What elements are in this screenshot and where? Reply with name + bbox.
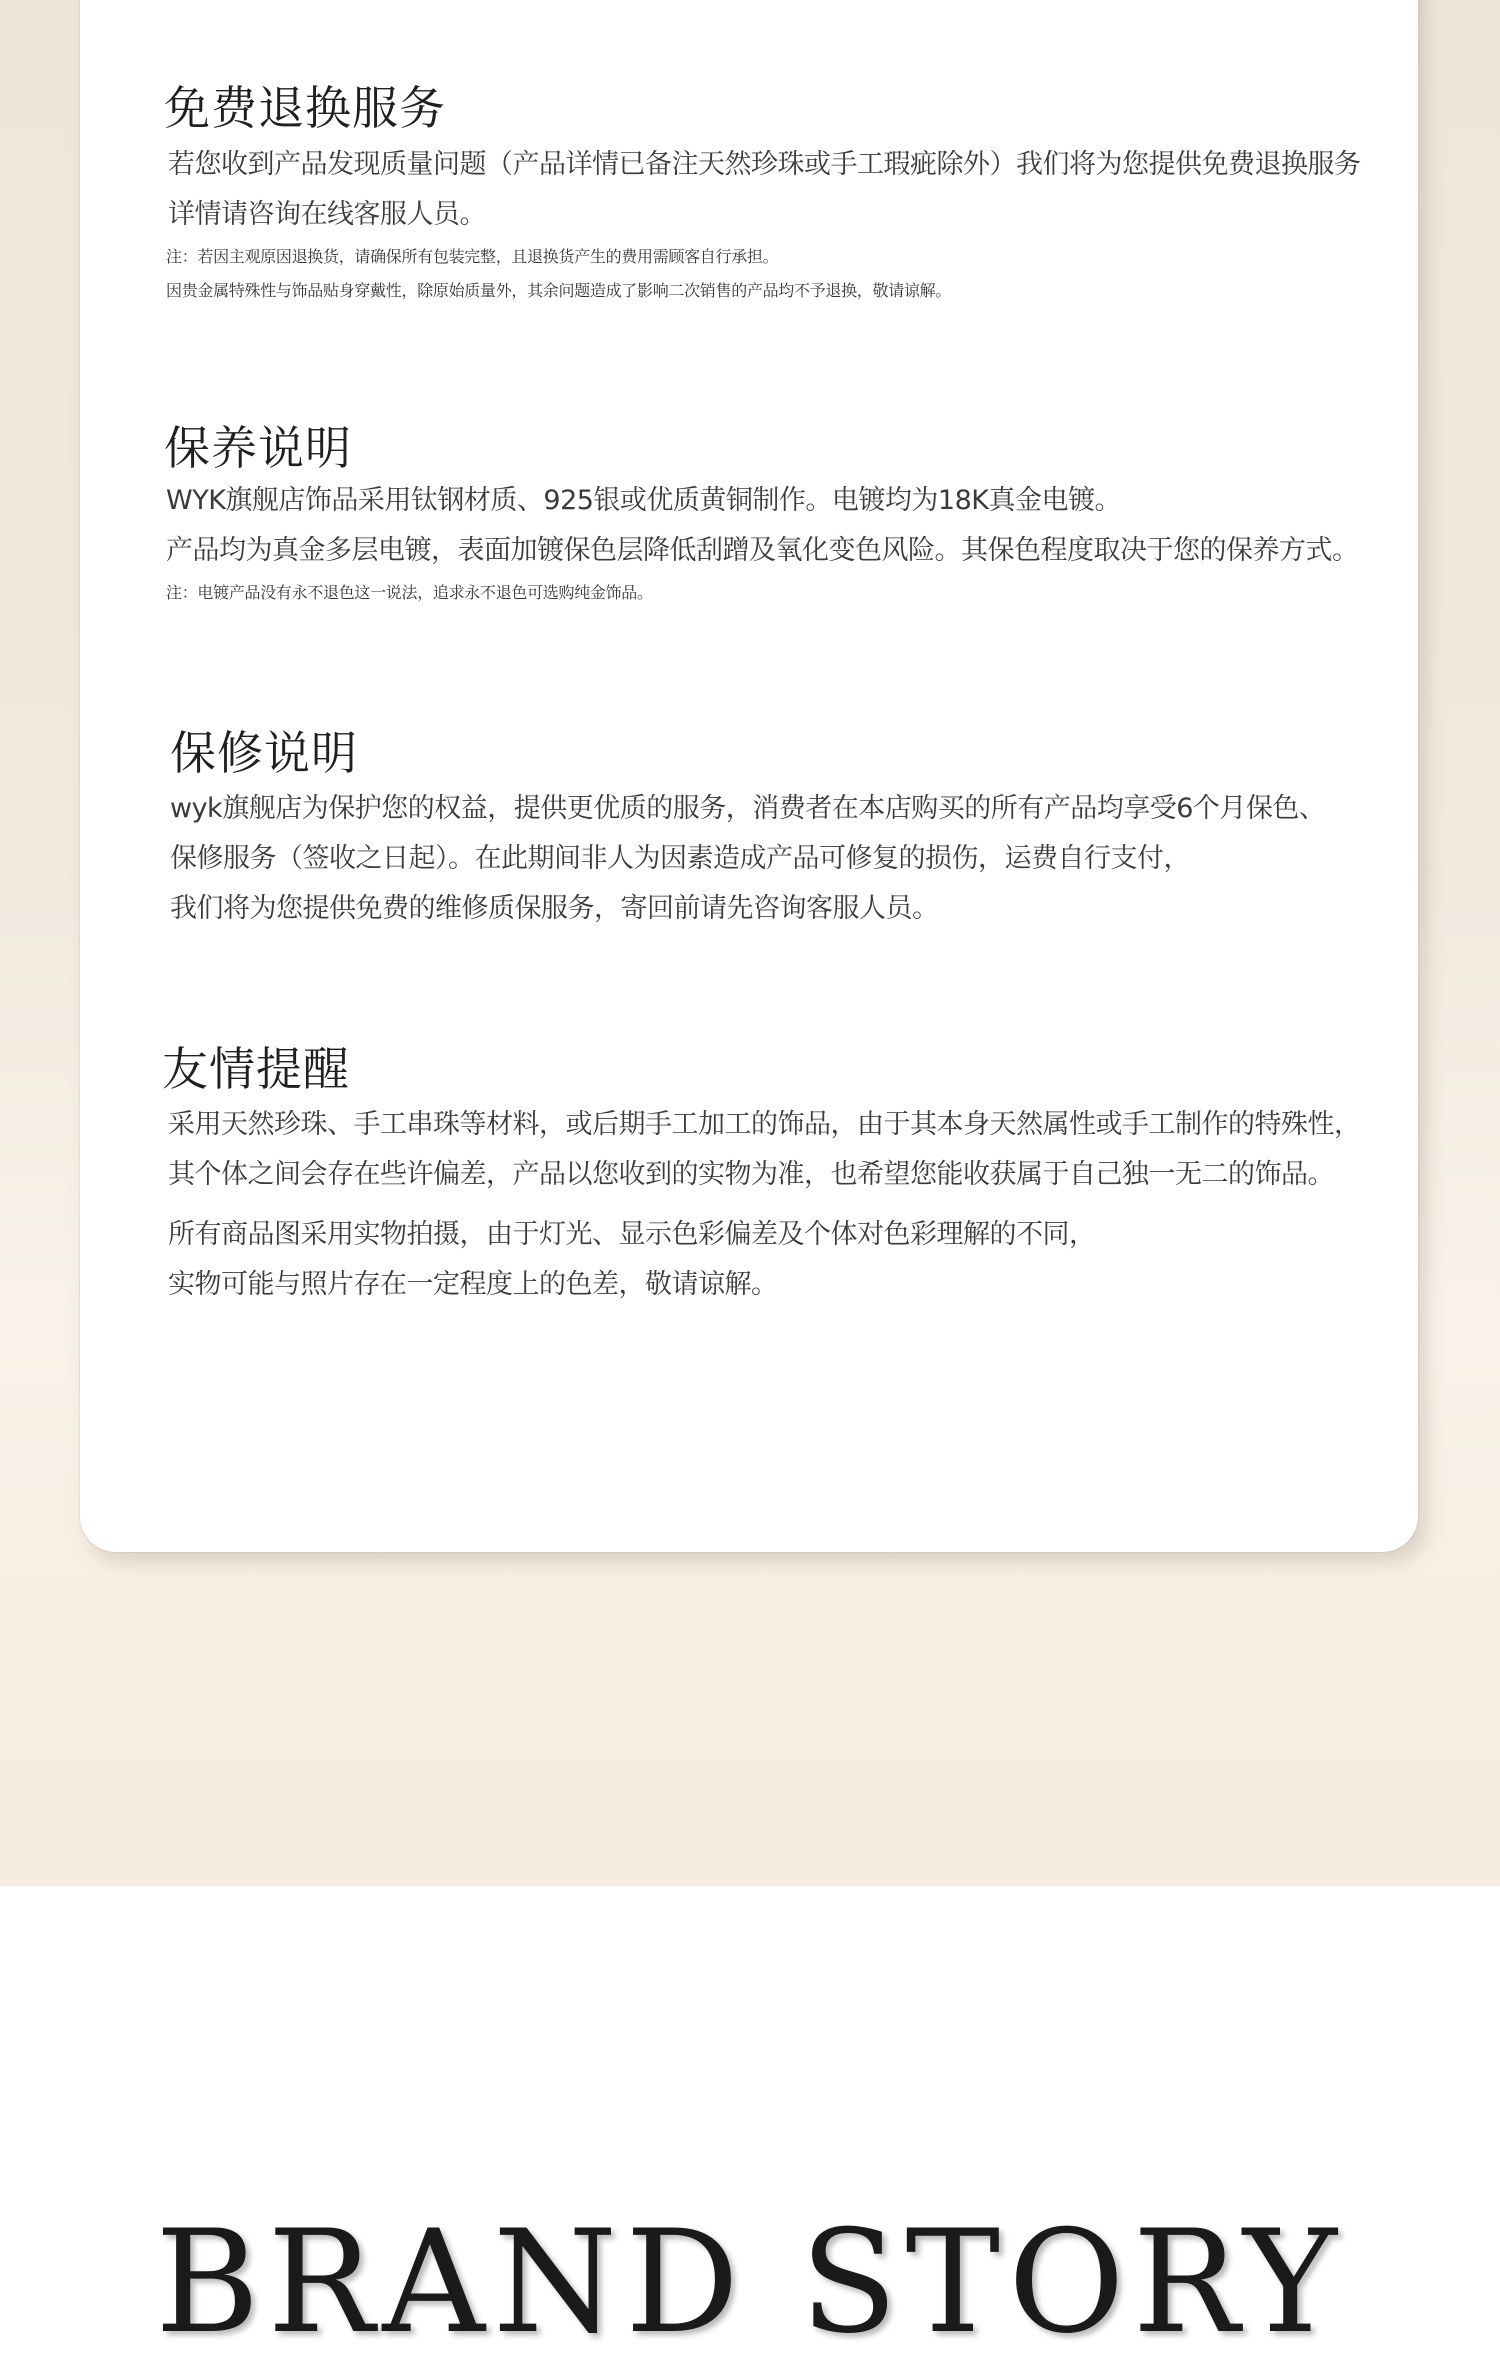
section-note: 注：若因主观原因退换货，请确保所有包装完整，且退换货产生的费用需顾客自行承担。 — [166, 247, 779, 266]
section-text-line: 保修服务（签收之日起）。在此期间非人为因素造成产品可修复的损伤，运费自行支付， — [170, 843, 1190, 874]
section-text-line: 若您收到产品发现质量问题（产品详情已备注天然珍珠或手工瑕疵除外）我们将为您提供免费退换服务 — [168, 149, 1361, 180]
policy-card — [80, 0, 1418, 1552]
section-text-line: 详情请咨询在线客服人员。 — [168, 199, 486, 230]
section-text-line: 采用天然珍珠、手工串珠等材料，或后期手工加工的饰品，由于其本身天然属性或手工制作的特殊性， — [168, 1109, 1361, 1140]
section-text-line: WYK旗舰店饰品采用钛钢材质、925银或优质黄铜制作。电镀均为18K真金电镀。 — [166, 485, 1121, 516]
section-text-line: 实物可能与照片存在一定程度上的色差，敬请谅解。 — [168, 1269, 778, 1300]
section-heading: 保修说明 — [170, 726, 358, 780]
section-text-line: wyk旗舰店为保护您的权益，提供更优质的服务，消费者在本店购买的所有产品均享受6个月保色、 — [170, 793, 1326, 824]
section-text-line: 其个体之间会存在些许偏差，产品以您收到的实物为准，也希望您能收获属于自己独一无二的饰品。 — [168, 1159, 1334, 1190]
section-heading: 保养说明 — [164, 421, 352, 475]
section-note: 因贵金属特殊性与饰品贴身穿戴性，除原始质量外，其余问题造成了影响二次销售的产品均不予退换，敬请谅解。 — [166, 281, 952, 300]
section-note: 注：电镀产品没有永不退色这一说法，追求永不退色可选购纯金饰品。 — [166, 583, 653, 602]
section-heading: 友情提醒 — [162, 1042, 350, 1096]
section-heading: 免费退换服务 — [164, 81, 446, 135]
section-text-line: 产品均为真金多层电镀，表面加镀保色层降低刮蹭及氧化变色风险。其保色程度取决于您的保养方式。 — [166, 535, 1359, 566]
section-text-line: 所有商品图采用实物拍摄，由于灯光、显示色彩偏差及个体对色彩理解的不同， — [168, 1219, 1096, 1250]
brand-story-title: BRAND STORY — [155, 2200, 1345, 2365]
section-text-line: 我们将为您提供免费的维修质保服务，寄回前请先咨询客服人员。 — [170, 893, 939, 924]
